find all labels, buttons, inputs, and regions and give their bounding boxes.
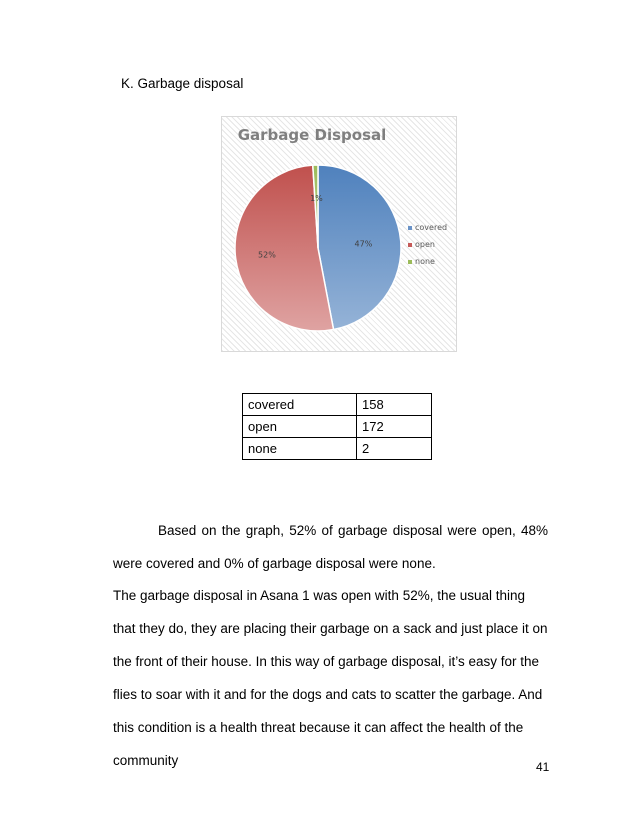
- table-cell: none: [243, 438, 357, 460]
- table-cell: 172: [357, 416, 432, 438]
- table-cell: open: [243, 416, 357, 438]
- table-cell: 158: [357, 394, 432, 416]
- legend-label-covered: covered: [415, 223, 448, 232]
- legend-label-none: none: [415, 257, 435, 266]
- legend-swatch-open: [408, 243, 412, 247]
- pie-chart-svg: [222, 117, 456, 351]
- table-row: [243, 416, 432, 438]
- table-cell: covered: [243, 394, 357, 416]
- section-heading: K. Garbage disposal: [121, 76, 244, 91]
- table-row: [243, 394, 432, 416]
- chart-title: Garbage Disposal: [237, 126, 387, 144]
- legend-swatch-covered: [408, 226, 412, 230]
- paragraph-summary: Based on the graph, 52% of garbage disposal were open, 48% were covered and 0% of garbage disposal were none.: [113, 523, 548, 571]
- legend-swatch-none: [408, 260, 412, 264]
- data-table: [242, 393, 432, 460]
- paragraph-discussion: The garbage disposal in Asana 1 was open with 52%, the usual thing that they do, they are placing their garbage on a sack and just place it on the front of their house. In this way of garbage disposal, it’s easy for the flies to soar with it and for the dogs and cats to scatter the garbage. And this condition is a health threat because it can affect the health of the community: [113, 588, 548, 768]
- legend-label-open: open: [415, 240, 435, 249]
- table-row: [243, 438, 432, 460]
- page-number: 41: [536, 760, 550, 774]
- pie-chart: [221, 116, 457, 352]
- data-label-open: 52%: [258, 250, 276, 260]
- data-label-covered: 47%: [354, 239, 373, 249]
- data-label-none: 1%: [310, 194, 323, 204]
- table-cell: 2: [357, 438, 432, 460]
